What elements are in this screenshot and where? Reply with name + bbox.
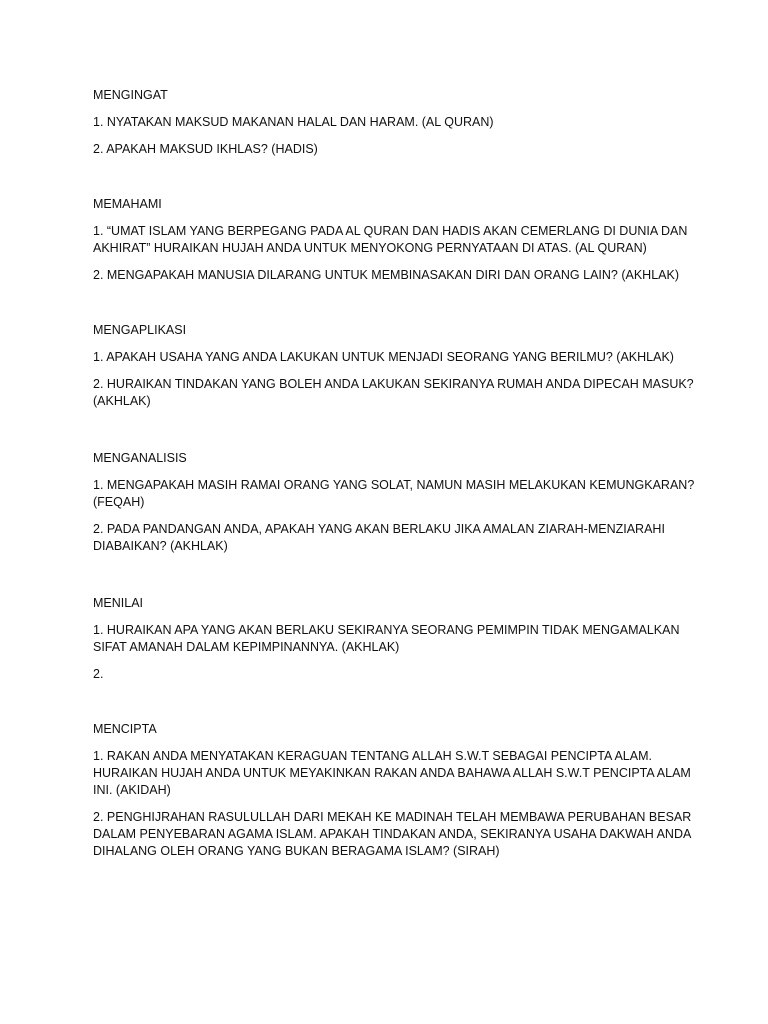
- section-mengaplikasi: [93, 322, 694, 420]
- question-line: DIHALANG OLEH ORANG YANG BUKAN BERAGAMA ISLAM? (SIRAH): [93, 844, 500, 858]
- section-heading: MENGINGAT: [93, 88, 168, 102]
- section-heading: MENILAI: [93, 596, 144, 610]
- section-heading: MENGANALISIS: [93, 451, 187, 465]
- question-item: [93, 477, 694, 511]
- question-line: 2. MENGAPAKAH MANUSIA DILARANG UNTUK MEMBINASAKAN DIRI DAN ORANG LAIN? (AKHLAK): [93, 268, 679, 282]
- question-line: 1. MENGAPAKAH MASIH RAMAI ORANG YANG SOLAT, NAMUN MASIH MELAKUKAN KEMUNGKARAN?: [93, 478, 695, 492]
- question-line: HURAIKAN HUJAH ANDA UNTUK MEYAKINKAN RAKAN ANDA BAHAWA ALLAH S.W.T PENCIPTA ALAM: [93, 766, 691, 780]
- question-line: 2. HURAIKAN TINDAKAN YANG BOLEH ANDA LAKUKAN SEKIRANYA RUMAH ANDA DIPECAH MASUK?: [93, 377, 694, 391]
- question-item: [93, 748, 691, 799]
- question-item: [93, 809, 691, 860]
- question-item: [93, 376, 694, 410]
- section-menilai: [93, 595, 680, 693]
- question-item: [93, 223, 687, 257]
- section-memahami: [93, 196, 687, 294]
- question-line: 1. NYATAKAN MAKSUD MAKANAN HALAL DAN HARAM. (AL QURAN): [93, 115, 494, 129]
- question-line: AKHIRAT” HURAIKAN HUJAH ANDA UNTUK MENYOKONG PERNYATAAN DI ATAS. (AL QURAN): [93, 241, 647, 255]
- question-item: [93, 622, 680, 656]
- section-heading: MEMAHAMI: [93, 197, 162, 211]
- question-line: 2.: [93, 667, 104, 681]
- question-line: (FEQAH): [93, 495, 145, 509]
- question-line: INI. (AKIDAH): [93, 783, 171, 797]
- question-line: 1. APAKAH USAHA YANG ANDA LAKUKAN UNTUK MENJADI SEORANG YANG BERILMU? (AKHLAK): [93, 350, 674, 364]
- question-line: DIABAIKAN? (AKHLAK): [93, 539, 228, 553]
- question-item: [93, 349, 694, 366]
- question-line: 1. “UMAT ISLAM YANG BERPEGANG PADA AL QURAN DAN HADIS AKAN CEMERLANG DI DUNIA DAN: [93, 224, 688, 238]
- section-mencipta: [93, 721, 691, 870]
- question-item: [93, 521, 694, 555]
- question-line: 1. HURAIKAN APA YANG AKAN BERLAKU SEKIRANYA SEORANG PEMIMPIN TIDAK MENGAMALKAN: [93, 623, 680, 637]
- question-item: [93, 114, 494, 131]
- question-item: [93, 141, 494, 158]
- question-line: SIFAT AMANAH DALAM KEPIMPINANNYA. (AKHLAK): [93, 640, 400, 654]
- question-line: 1. RAKAN ANDA MENYATAKAN KERAGUAN TENTANG ALLAH S.W.T SEBAGAI PENCIPTA ALAM.: [93, 749, 652, 763]
- section-menganalisis: [93, 450, 694, 565]
- section-mengingat: [93, 87, 494, 168]
- section-heading: MENCIPTA: [93, 722, 157, 736]
- question-line: 2. APAKAH MAKSUD IKHLAS? (HADIS): [93, 142, 318, 156]
- question-item: [93, 666, 680, 683]
- question-item: [93, 267, 687, 284]
- question-line: DALAM PENYEBARAN AGAMA ISLAM. APAKAH TINDAKAN ANDA, SEKIRANYA USAHA DAKWAH ANDA: [93, 827, 692, 841]
- question-line: 2. PADA PANDANGAN ANDA, APAKAH YANG AKAN BERLAKU JIKA AMALAN ZIARAH-MENZIARAHI: [93, 522, 665, 536]
- section-heading: MENGAPLIKASI: [93, 323, 187, 337]
- question-line: (AKHLAK): [93, 394, 151, 408]
- question-line: 2. PENGHIJRAHAN RASULULLAH DARI MEKAH KE MADINAH TELAH MEMBAWA PERUBAHAN BESAR: [93, 810, 692, 824]
